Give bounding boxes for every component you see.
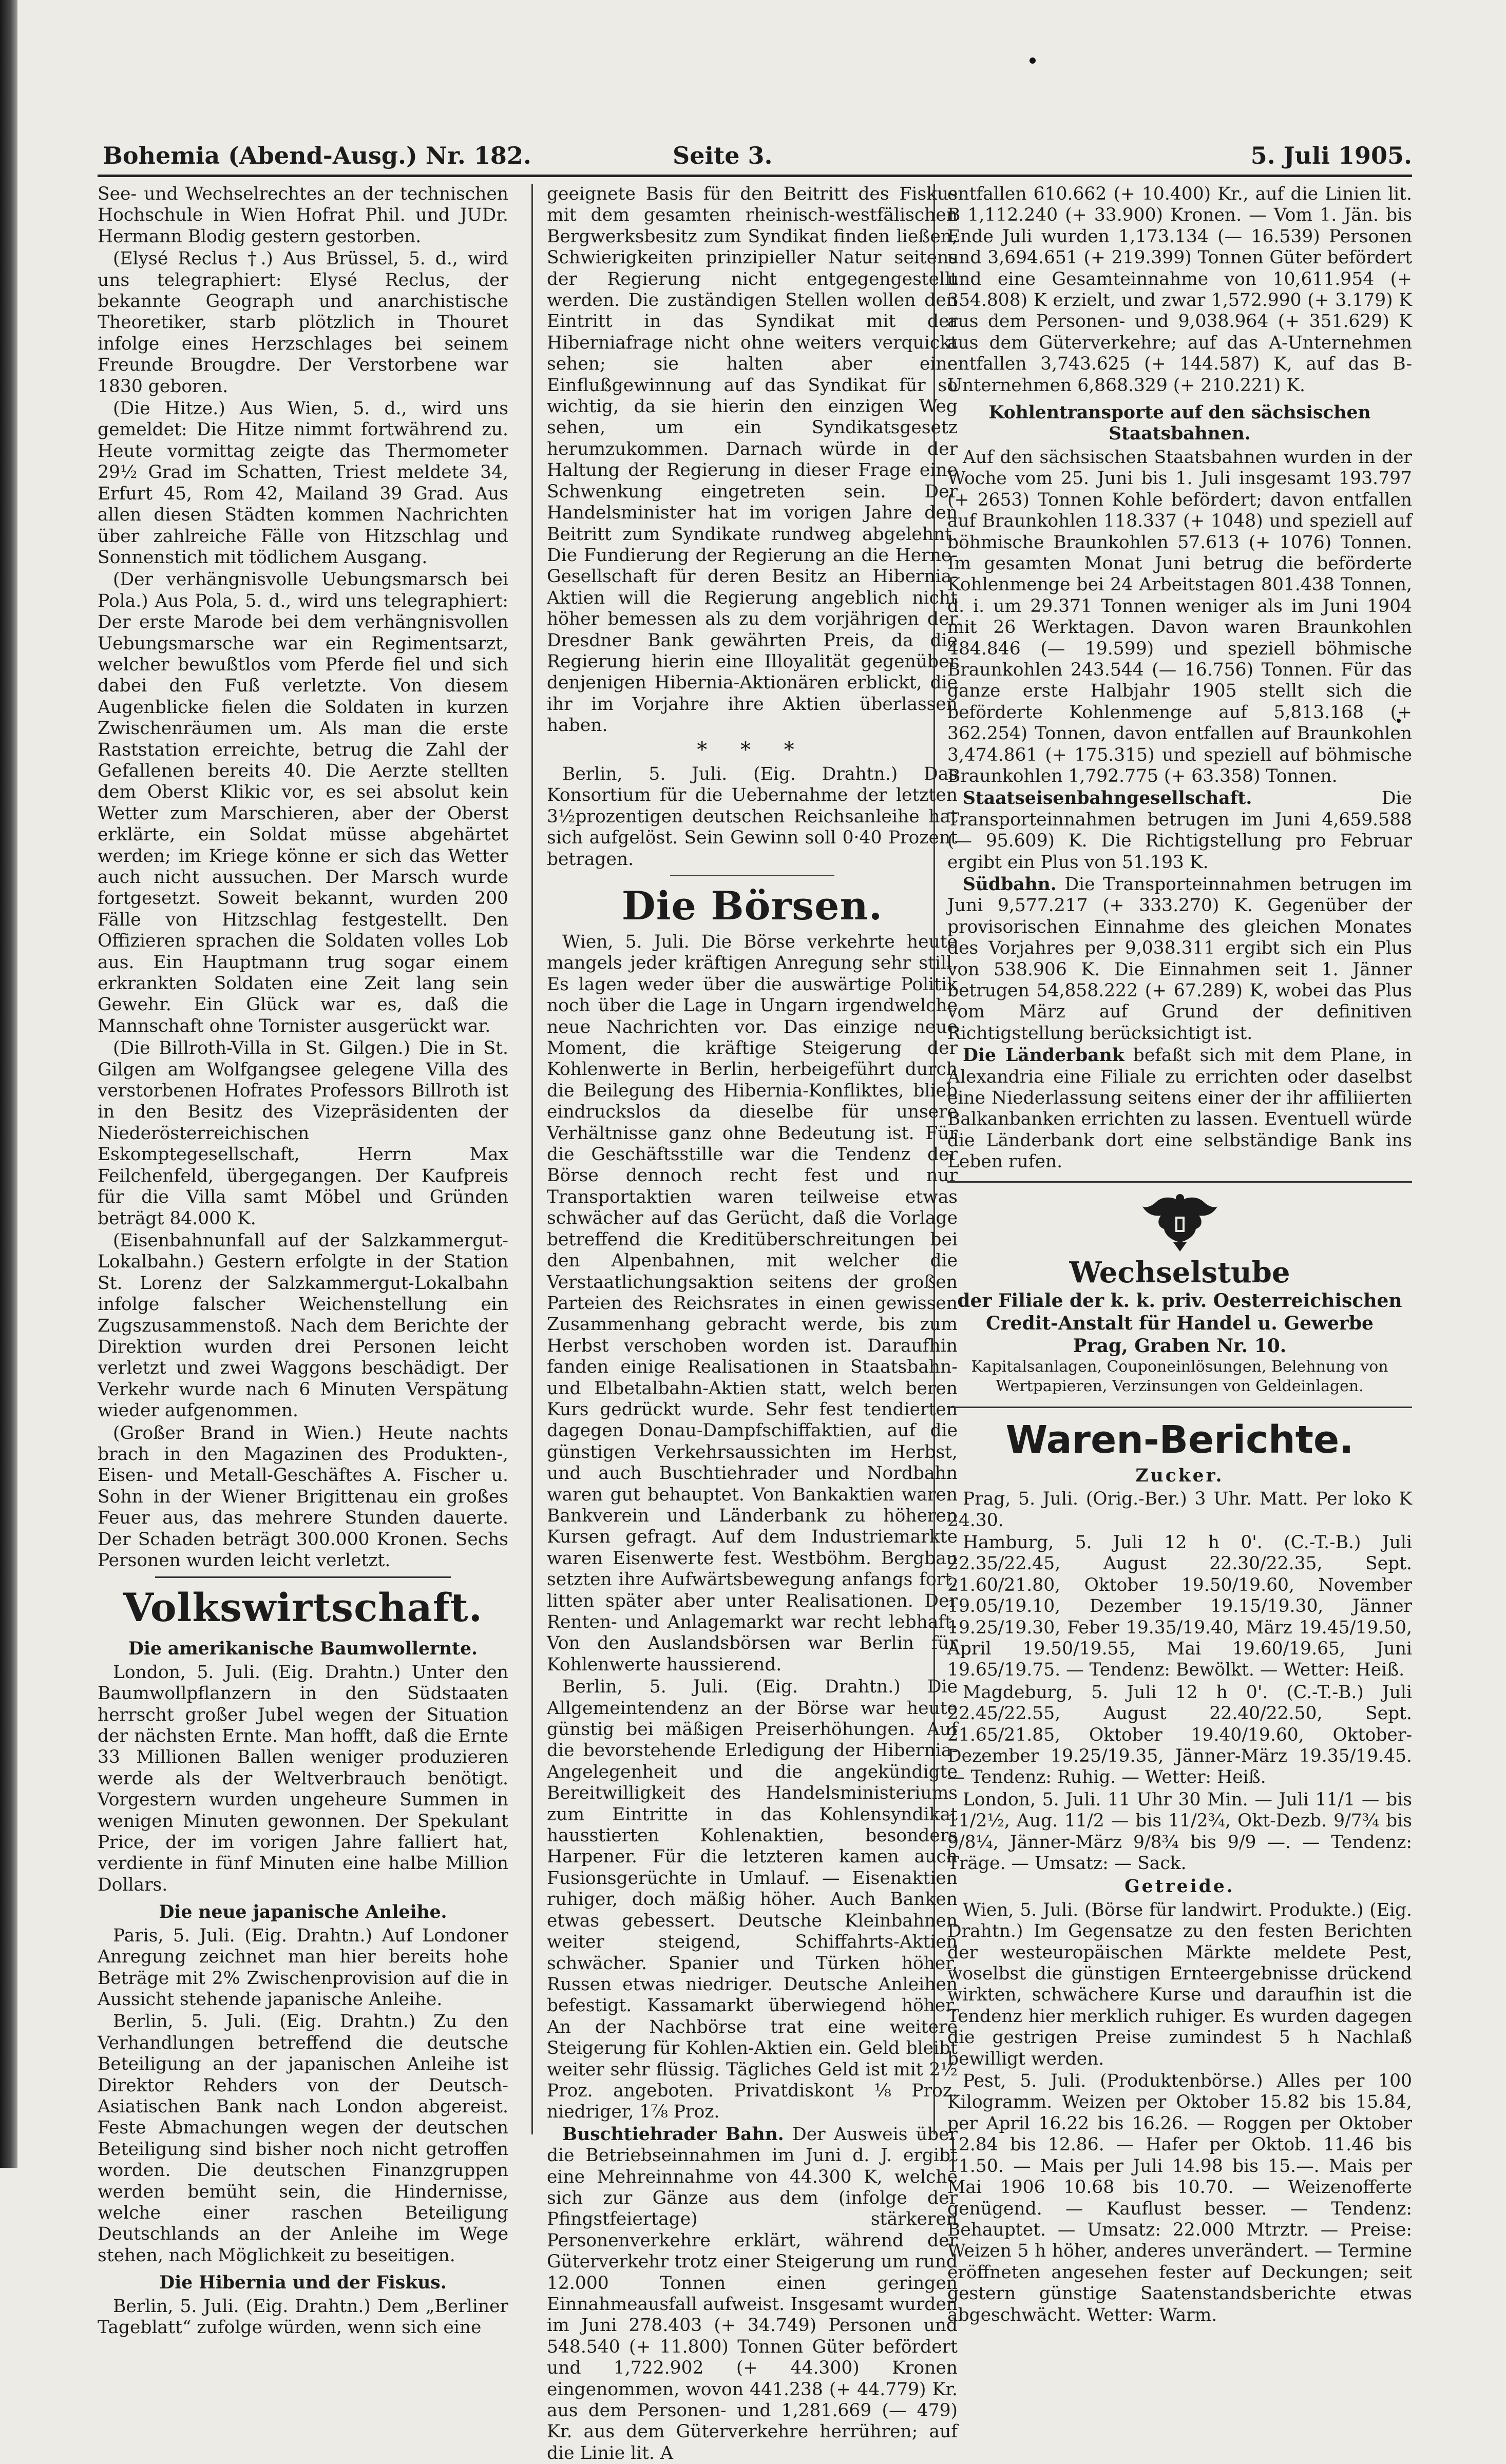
article-paragraph: geeignete Basis für den Beitritt des Fiskus mit dem gesamten rheinisch-westfälischen Bergwerksbesitz zum Syndikat finden ließen, Schwierigkeiten prinzipieller Natur seitens der Regierung nicht entgegengestellt werden. Die zuständigen Stellen wollen den Eintritt in das Syndikat mit der Hiberniafrage nicht ohne weiters verquickt sehen; sie halten aber eine Einflußgewinnung auf das Syndikat für so wichtig, da sie hierin den einzigen Weg sehen, um ein Syndikatsgesetz herumzukommen. Darnach würde in der Haltung der Regierung in dieser Frage eine Schwenkung eingetreten sein. Der Handelsminister hat im vorigen Jahre den Beitritt zum Syndikate rundweg abgelehnt. Die Fundierung der Regierung an die Herne-Gesellschaft für deren Besitz an Hibernia-Aktien will die Regierung angeblich nicht höher bemessen als zu dem vorjährigen der Dresdner Bank gewährten Preis, da die Regierung hierin eine Illoyalität gegenüber denjenigen Hibernia-Aktionären erblickt, die ihr im Vorjahre ihre Aktien überlassen haben. (547, 184, 958, 736)
header-publication: Bohemia (Abend-Ausg.) Nr. 182. (103, 142, 531, 169)
article-paragraph: Berlin, 5. Juli. (Eig. Drahtn.) Zu den Verhandlungen betreffend die deutsche Beteiligung an der japanischen Anleihe ist Direktor Rehders von der Deutsch-Asiatischen Bank nach London abgereist. Feste Abmachungen wegen der deutschen Beteiligung sind bisher noch nicht getroffen worden. Die deutschen Finanzgruppen werden bemüht sein, die Hindernisse, welche einer raschen Beteiligung Deutschlands an der Anleihe im Wege stehen, nach Möglichkeit zu beseitigen. (98, 2011, 508, 2266)
article-paragraph: Paris, 5. Juli. (Eig. Drahtn.) Auf Londoner Anregung zeichnet man hier bereits hohe Beträge mit 2% Zwischenprovision auf die in Aussicht stehende japanische Anleihe. (98, 1925, 508, 2010)
article-paragraph: Berlin, 5. Juli. (Eig. Drahtn.) Dem „Berliner Tageblatt“ zufolge würden, wenn sich eine (98, 2296, 508, 2338)
subsection-heading: Zucker. (1135, 1465, 1224, 1486)
article-heading: Kohlentransporte auf den sächsischen Staatsbahnen. (988, 402, 1371, 445)
article-paragraph: (Die Hitze.) Aus Wien, 5. d., wird uns gemeldet: Die Hitze nimmt fortwährend zu. Heute vormittag zeigte das Thermometer 29½ Grad im Schatten, Triest meldete 34, Erfurt 45, Rom 42, Mailand 39 Grad. Aus allen diesen Städten kommen Nachrichten über zahlreiche Fälle von Hitzschlag und Sonnenstich mit tödlichem Ausgang. (98, 398, 508, 568)
ad-line: der Filiale der k. k. priv. Oesterreichischen (957, 1289, 1402, 1312)
double-eagle-icon (1141, 1191, 1218, 1253)
article-paragraph: Berlin, 5. Juli. (Eig. Drahtn.) Das Konsortium für die Uebernahme der letzten 3½prozentigen deutschen Reichsanleihe hat sich aufgelöst. Sein Gewinn soll 0·40 Prozent betragen. (547, 763, 958, 870)
article-paragraph: London, 5. Juli. 11 Uhr 30 Min. — Juli 11/1 — bis 11/2½, Aug. 11/2 — bis 11/2¾, Okt-Dezb. 9/7¾ bis 9/8¼, Jänner-März 9/8¾ bis 9/9 —. — Tendenz: Träge. — Umsatz: — Sack. (947, 1789, 1412, 1874)
header-date: 5. Juli 1905. (1250, 142, 1412, 169)
subsection-heading: Getreide. (1124, 1876, 1235, 1897)
column-1 (98, 184, 508, 2338)
inline-heading: Buschtiehrader Bahn. (562, 2124, 784, 2145)
article-paragraph: Magdeburg, 5. Juli 12 h 0'. (C.-T.-B.) Juli 22.45/22.55, August 22.40/22.50, Sept. 21.65/21.85, Oktober 19.40/19.60, Oktober-Dezember 19.25/19.35, Jänner-März 19.35/19.45. — Tendenz: Ruhig. — Wetter: Heiß. (947, 1682, 1412, 1788)
article-paragraph: Prag, 5. Juli. (Orig.-Ber.) 3 Uhr. Matt. Per loko K 24.30. (947, 1489, 1412, 1531)
article-paragraph: (Großer Brand in Wien.) Heute nachts brach in den Magazinen des Produkten-, Eisen- und Metall-Geschäftes A. Fischer u. Sohn in der Wiener Brigittenau ein großes Feuer aus, das mehrere Stunden dauerte. Der Schaden beträgt 300.000 Kronen. Sechs Personen wurden leicht verletzt. (98, 1422, 508, 1571)
article-paragraph: Hamburg, 5. Juli 12 h 0'. (C.-T.-B.) Juli 22.35/22.45, August 22.30/22.35, Sept. 21.60/21.80, Oktober 19.50/19.60, November 19.05/19.10, Dezember 19.15/19.30, Jänner 19.25/19.30, Feber 19.35/19.40, März 19.45/19.50, April 19.50/19.55, Mai 19.60/19.65, Juni 19.65/19.75. — Tendenz: Bewölkt. — Wetter: Heiß. (947, 1532, 1412, 1681)
article-paragraph: (Eisenbahnunfall auf der Salzkammergut-Lokalbahn.) Gestern erfolgte in der Station St. Lorenz der Salzkammergut-Lokalbahn infolge falscher Weichenstellung ein Zugszusammenstoß. Nach dem Berichte der Direktion wurden drei Personen leicht verletzt und zwei Waggons beschädigt. Der Verkehr wurde nach 6 Minuten Verspätung wieder aufgenommen. (98, 1230, 508, 1421)
article-paragraph: Berlin, 5. Juli. (Eig. Drahtn.) Die Allgemeintendenz an der Börse war heute günstig bei mäßigen Preiserhöhungen. Auf die bevorstehende Erledigung der Hibernia-Angelegenheit und die angekündigte Bereitwilligkeit des Handelsministeriums zum Eintritte in das Kohlensyndikat hausstierten Kohlenaktien, besonders Harpener. Für die letzteren kamen auch Fusionsgerüchte in Umlauf. — Eisenaktien ruhiger, doch mäßig höher. Auch Banken etwas gebessert. Deutsche Kleinbahnen weiter steigend, Schiffahrts-Aktien schwächer. Spanier und Türken höher, Russen etwas niedriger. Deutsche Anleihen befestigt. Kassamarkt überwiegend höher. An der Nachbörse trat eine weitere Steigerung für Kohlen-Aktien ein. Geld bleibt weiter sehr flüssig. Tägliches Geld ist mit 2½ Proz. angeboten. Privatdiskont ⅛ Proz. niedriger, 1⅞ Proz. (547, 1677, 958, 2123)
article-paragraph: (Der verhängnisvolle Uebungsmarsch bei Pola.) Aus Pola, 5. d., wird uns telegraphiert: Der erste Marode bei dem verhängnisvollen Uebungsmarsche war ein Regimentsarzt, welcher bewußtlos vom Pferde fiel und sich dabei den Fuß verletzte. Von diesem Augenblicke fielen die Soldaten in kurzen Zwischenräumen um. Als man die erste Raststation erreichte, betrug die Zahl der Gefallenen bereits 40. Die Aerzte stellten dem Oberst Klikic vor, es sei absolut kein Wetter zum Marschieren, aber der Oberst erklärte, ein Soldat müsse abgehärtet werden; im Kriege könne er sich das Wetter auch nicht aussuchen. Der Marsch wurde fortgesetzt. Soweit bekannt, wurden 200 Fälle von Hitzschlag festgestellt. Den Offizieren sprachen die Soldaten volles Lob aus. Ein Hauptmann trug sogar einem erkrankten Soldaten eine Zeit lang sein Gewehr. Ein Glück war es, daß die Mannschaft ohne Tornister ausgerückt war. (98, 569, 508, 1036)
article-paragraph (947, 874, 1412, 1044)
newspaper-page (98, 139, 1413, 2463)
article-paragraph: (Elysé Reclus †.) Aus Brüssel, 5. d., wird uns telegraphiert: Elysé Reclus, der bekannte Geograph und anarchistische Theoretiker, starb plötzlich in Thouret infolge eines Herzschlages bei seinem Freunde Brougdre. Der Verstorbene war 1830 geboren. (98, 248, 508, 397)
article-text: Die Transporteinnahmen betrugen im Juni 4,659.588 (— 95.609) K. Die Richtigstellung pro Februar ergibt ein Plus von 51.193 K. (947, 788, 1412, 873)
article-paragraph: entfallen 610.662 (+ 10.400) Kr., auf die Linien lit. B 1,112.240 (+ 33.900) Kronen. — Vom 1. Jän. bis Ende Juli wurden 1,173.134 (— 16.539) Personen und 3,694.651 (+ 219.399) Tonnen Güter befördert und eine Gesamteinnahme von 10,611.954 (+ 354.808) K erzielt, und zwar 1,572.990 (+ 3.179) K aus dem Personen- und 9,038.964 (+ 351.629) K aus dem Güterverkehre; auf das A-Unternehmen entfallen 3,743.625 (+ 144.587) K, auf das B-Unternehmen 6,868.329 (+ 210.221) K. (947, 184, 1412, 396)
article-paragraph (947, 1045, 1412, 1172)
ad-address: Prag, Graben Nr. 10. (1073, 1335, 1287, 1357)
article-paragraph: Auf den sächsischen Staatsbahnen wurden in der Woche vom 25. Juni bis 1. Juli insgesamt 193.797 (+ 2653) Tonnen Kohle befördert; davon entfallen auf Braunkohlen 118.337 (+ 1048) und speziell auf böhmische Braunkohlen 57.613 (+ 1076) Tonnen. Im gesamten Monat Juni betrug die beförderte Kohlenmenge bei 24 Arbeitstagen 801.438 Tonnen, d. i. um 29.371 Tonnen weniger als im Juni 1904 mit 26 Werktagen. Davon waren Braunkohlen 484.846 (— 19.599) und speziell böhmische Braunkohlen 243.544 (— 16.756) Tonnen. Für das ganze erste Halbjahr 1905 stellt sich die beförderte Kohlenmenge auf 5,813.168 (+ 362.254) Tonnen, davon entfallen auf Braunkohlen 3,474.861 (+ 175.315) und speziell auf böhmische Braunkohlen 1,792.775 (+ 63.358) Tonnen. (947, 447, 1412, 786)
article-paragraph: Pest, 5. Juli. (Produktenbörse.) Alles per 100 Kilogramm. Weizen per Oktober 15.82 bis 15.84, per April 16.22 bis 16.26. — Roggen per Oktober 12.84 bis 12.86. — Hafer per Oktob. 11.46 bis 11.50. — Mais per Juli 14.98 bis 15.—. Mais per Mai 1906 10.68 bis 10.70. — Weizenofferte genügend. — Kauflust besser. — Tendenz: Behauptet. — Umsatz: 22.000 Mtrztr. — Preise: Weizen 5 h höher, anderes unverändert. — Termine eröffneten angesehen fester auf Deckungen; seit gestern günstige Saatenstandsberichte etwas abgeschwächt. Wetter: Warm. (947, 2071, 1412, 2325)
ad-title: Wechselstube (1069, 1255, 1290, 1289)
article-paragraph: London, 5. Juli. (Eig. Drahtn.) Unter den Baumwollpflanzern in den Südstaaten herrscht großer Jubel wegen der Situation der nächsten Ernte. Man hofft, daß die Ernte 33 Millionen Ballen weniger produzieren werde als der Weltverbrauch benötigt. Vorgestern wurden ungeheure Summen in wenigen Minuten gewonnen. Der Spekulant Price, der im vorigen Jahre falliert hat, verdiente in fünf Minuten eine halbe Million Dollars. (98, 1662, 508, 1895)
article-paragraph (547, 2124, 958, 2464)
section-title-volkswirtschaft: Volkswirtschaft. (123, 1585, 483, 1631)
article-heading: Die neue japanische Anleihe. (159, 1902, 447, 1923)
section-divider (670, 875, 834, 876)
scan-page-edge (0, 0, 17, 2168)
article-text: befaßt sich mit dem Plane, in Alexandria eine Filiale zu errichten oder daselbst eine Niederlassung seitens einer der ihr affiliierten Balkanbanken errichten zu lassen. Eventuell würde die Länderbank dort eine selbständige Bank ins Leben rufen. (947, 1045, 1412, 1172)
column-rule (531, 184, 533, 2134)
article-heading: Die Hibernia und der Fiskus. (159, 2273, 447, 2294)
article-paragraph (947, 788, 1412, 873)
article-paragraph: Wien, 5. Juli. Die Börse verkehrte heute mangels jeder kräftigen Anregung sehr still. Es lagen weder über die auswärtige Politik noch über die Lage in Ungarn irgendwelche neue Nachrichten vor. Das einzige neue Moment, die kräftige Steigerung der Kohlenwerte in Berlin, herbeigeführt durch die Beilegung des Hibernia-Konfliktes, blieb eindruckslos da dieselbe für unsere Verhältnisse ganz ohne Bedeutung ist. Für die Geschäftsstille war die Tendenz der Börse dennoch recht fest und nur Transportaktien waren teilweise etwas schwächer auf das Gerücht, daß die Vorlage betreffend die Kreditüberschreitungen bei den Alpenbahnen, mit welcher die Verstaatlichungsaktion seitens der großen Parteien des Reichsrates in einen gewissen Zusammenhang gebracht werde, bis zum Herbst verschoben worden ist. Daraufhin fanden einige Realisationen in Staatsbahn- und Elbetalbahn-Aktien statt, welch beren Kurs gedrückt wurde. Sehr fest tendierten dagegen Donau-Dampfschiffaktien, auf die günstigen Verkehrsaussichten im Herbst, und auch Buschtiehrader und Nordbahn waren gut behauptet. Von Bankaktien waren Bankverein und Länderbank zu höheren Kursen gefragt. Auf dem Industriemarkte waren Eisenwerte fest. Westböhm. Bergbau setzten ihre Aufwärtsbewegung anfangs fort, litten später aber unter Realisationen. Der Renten- und Anlagemarkt war recht lebhaft. Von den Auslandsbörsen war Berlin für Kohlenwerte haussierend. (547, 932, 958, 1675)
article-paragraph: See- und Wechselrechtes an der technischen Hochschule in Wien Hofrat Phil. und JUDr. Hermann Blodig gestern gestorben. (98, 184, 508, 247)
inline-heading: Die Länderbank (963, 1045, 1124, 1066)
column-3 (947, 184, 1413, 2325)
advertisement-wechselstube (947, 1181, 1412, 1408)
column-2 (547, 184, 958, 2463)
inline-heading: Staatseisenbahngesellschaft. (963, 788, 1252, 809)
columns (98, 184, 1413, 2463)
inline-heading: Südbahn. (963, 874, 1057, 895)
separator-stars: * * * (697, 738, 808, 762)
article-paragraph: Wien, 5. Juli. (Börse für landwirt. Produkte.) (Eig. Drahtn.) Im Gegensatze zu den festen Berichten der westeuropäischen Märkte meldete Pest, woselbst die günstigen Ernteergebnisse drückend wirkten, schwächere Kurse und daraufhin ist die Tendenz hier merklich ruhiger. Es wurden dagegen die gestrigen Preise zumindest 5 h Nachlaß bewilligt werden. (947, 1899, 1412, 2069)
section-title-boersen: Die Börsen. (621, 883, 883, 929)
section-divider (155, 1576, 451, 1578)
header-page-number: Seite 3. (673, 142, 773, 169)
article-text: Die Transporteinnahmen betrugen im Juni 9,577.217 (+ 333.270) K. Gegenüber der provisorischen Einnahme des gleichen Monates des Vorjahres per 9,038.311 ergibt sich ein Plus von 538.906 K. Die Einnahmen seit 1. Jänner betrugen 54,858.222 (+ 67.289) K, wobei das Plus vom März auf Grund der definitiven Richtigstellung berücksichtigt ist. (947, 874, 1413, 1044)
section-title-warenberichte: Waren-Berichte. (1005, 1417, 1354, 1462)
ink-speck (1030, 57, 1036, 64)
article-text: Der Ausweis über die Betriebseinnahmen im Juni d. J. ergibt eine Mehreinnahme von 44.300 K, welche sich zur Gänze aus dem (infolge der Pfingstfeiertage) stärkeren Personenverkehre erklärt, während der Güterverkehr trotz einer Steigerung um rund 12.000 Tonnen einen geringen Einnahmeausfall aufweist. Insgesamt wurden im Juni 278.403 (+ 34.749) Personen und 548.540 (+ 11.800) Tonnen Güter befördert und 1,722.902 (+ 44.300) Kronen eingenommen, wovon 441.238 (+ 44.779) Kr. aus dem Personen- und 1,281.669 (— 479) Kr. aus dem Güterverkehre herrühren; auf die Linie lit. A (547, 2124, 958, 2463)
article-heading: Die amerikanische Baumwollernte. (128, 1639, 478, 1660)
page-header (98, 139, 1412, 177)
ad-line: Credit-Anstalt für Handel u. Gewerbe (986, 1312, 1374, 1334)
ad-services: Kapitalsanlagen, Couponeinlösungen, Belehnung von Wertpapieren, Verzinsungen von Geldeinlagen. (971, 1357, 1388, 1395)
article-paragraph: (Die Billroth-Villa in St. Gilgen.) Die in St. Gilgen am Wolfgangsee gelegene Villa des verstorbenen Hofrates Professors Billroth ist in den Besitz des Vizepräsidenten der Niederösterreichischen Eskomptegesellschaft, Herrn Max Feilchenfeld, übergegangen. Der Kaufpreis für die Villa samt Möbel und Gründen beträgt 84.000 K. (98, 1038, 508, 1229)
